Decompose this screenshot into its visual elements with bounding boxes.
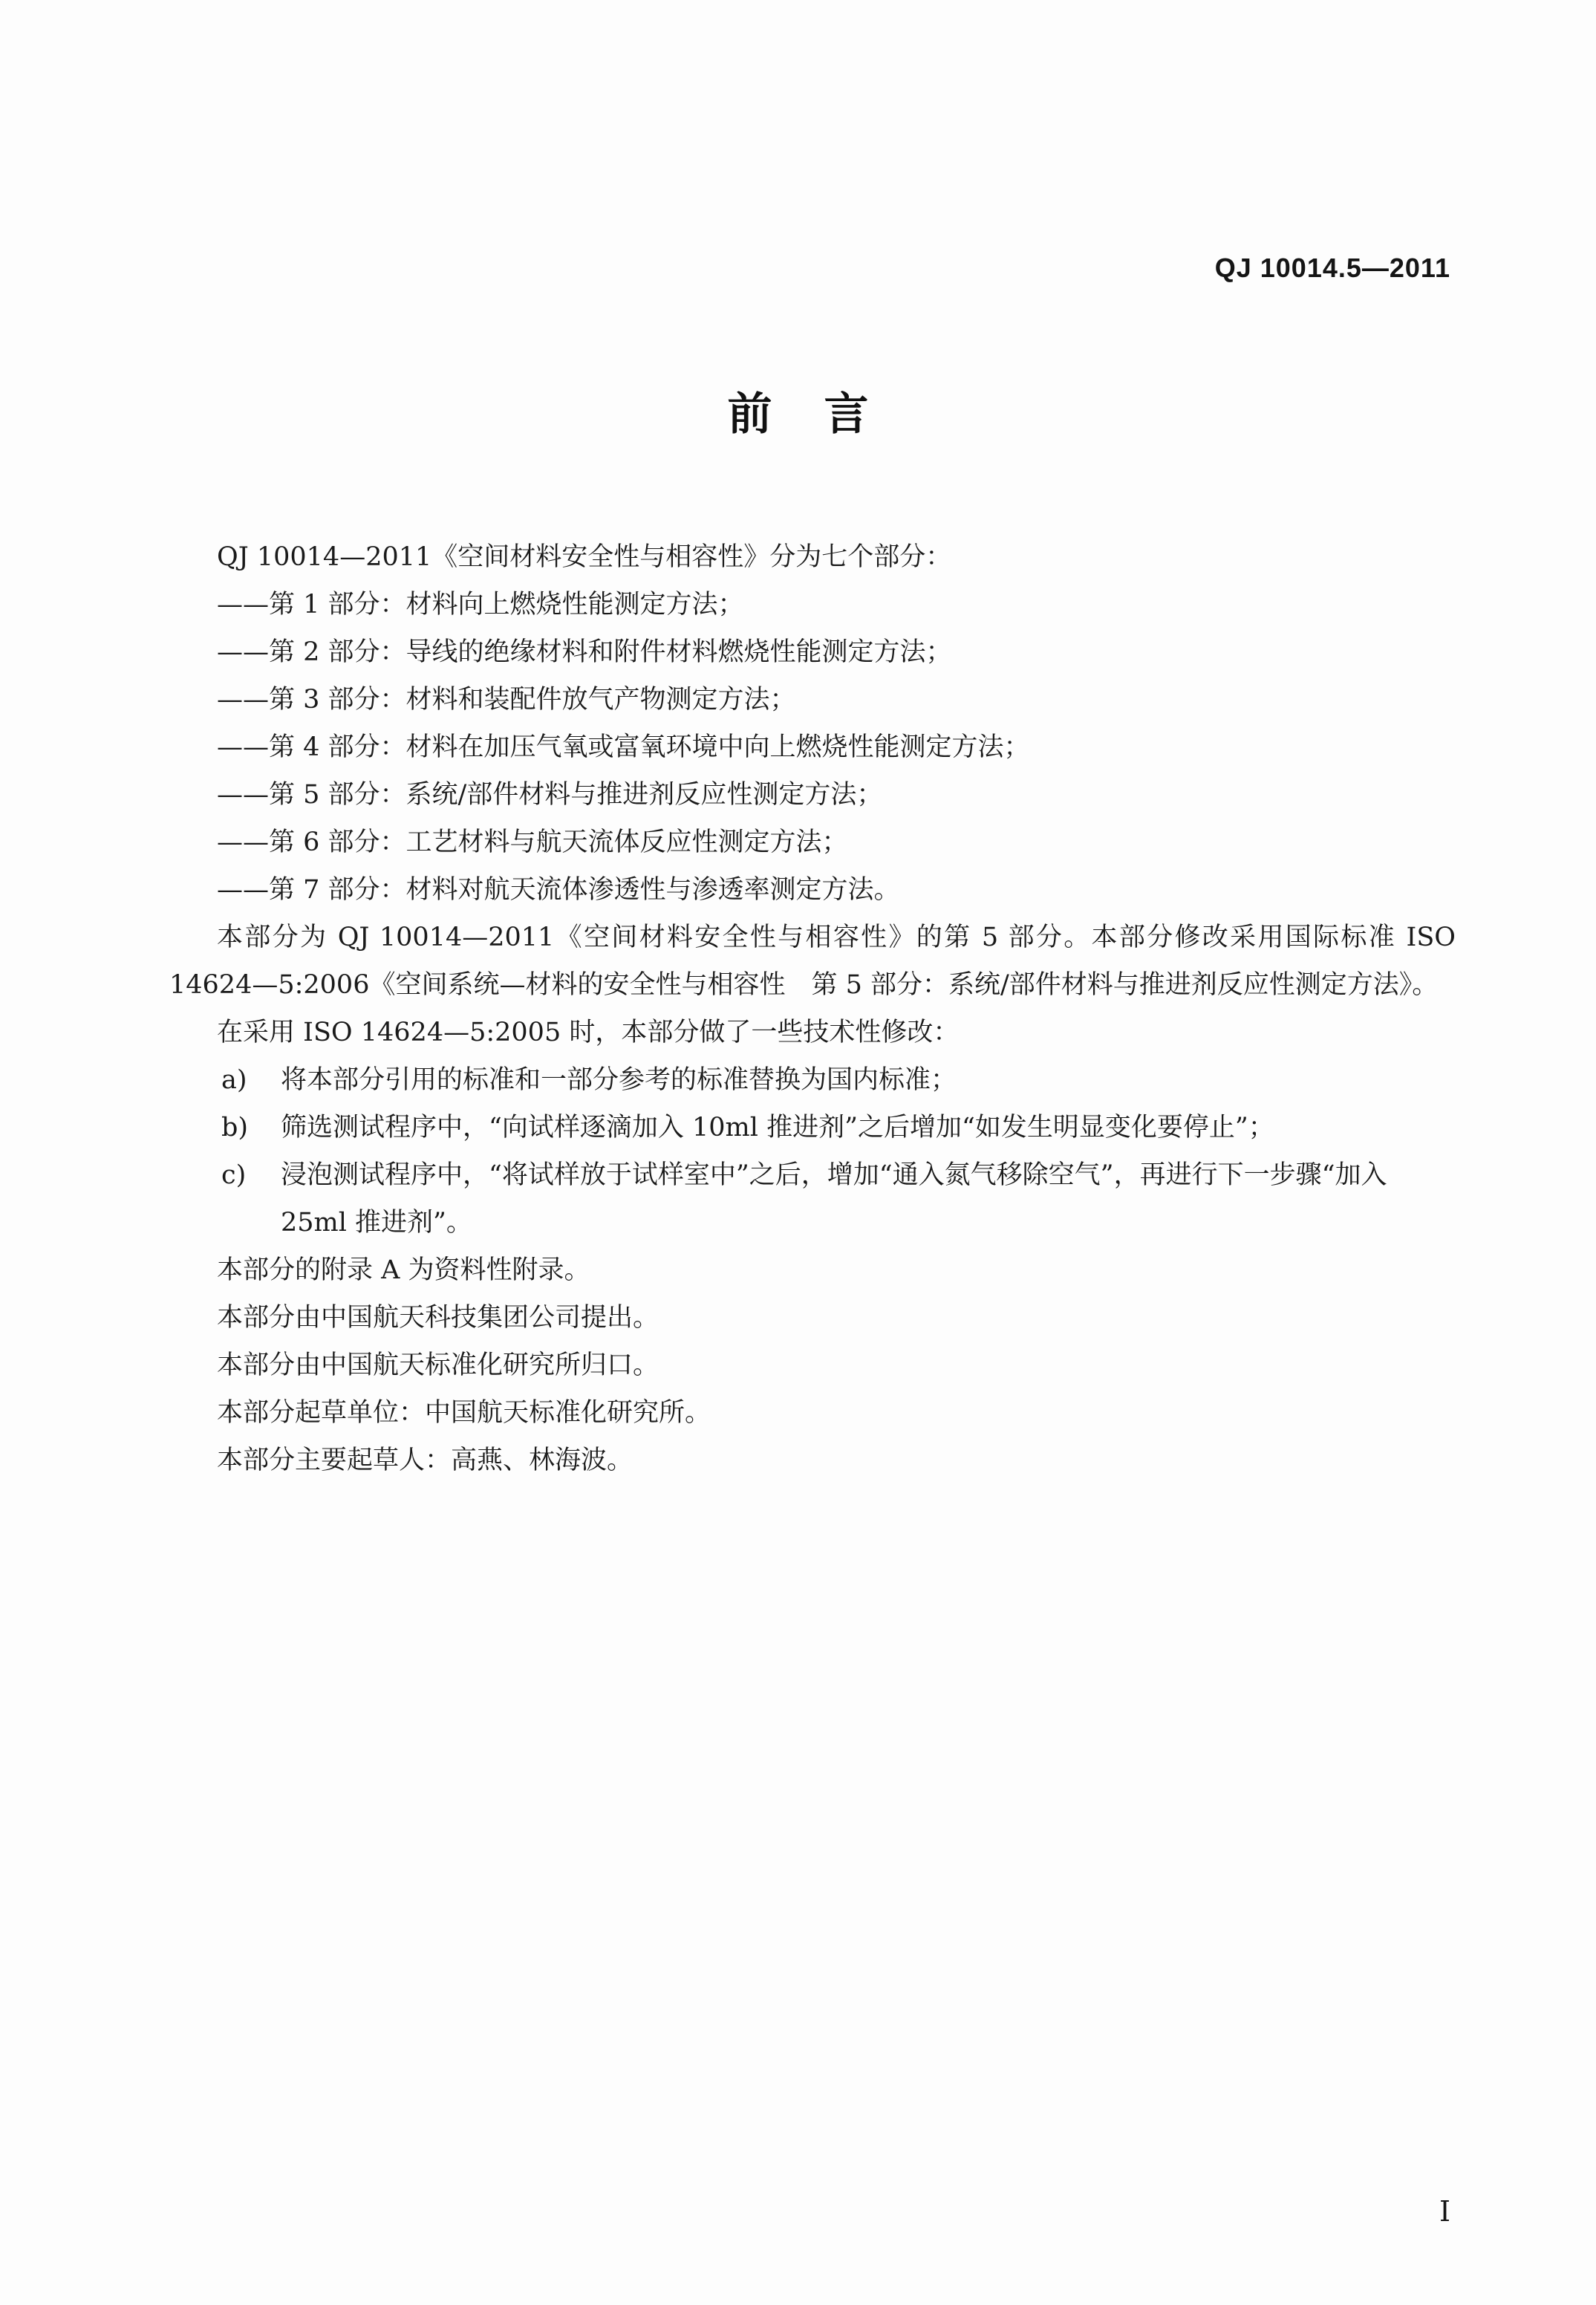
- closing-line: 本部分主要起草人：高燕、林海波。: [217, 1446, 633, 1475]
- page-number: I: [1439, 2195, 1450, 2228]
- closing-line: 本部分由中国航天标准化研究所归口。: [217, 1350, 659, 1380]
- list-item: ——第 2 部分：导线的绝缘材料和附件材料燃烧性能测定方法；: [217, 637, 952, 667]
- list-item: ——第 5 部分：系统/部件材料与推进剂反应性测定方法；: [217, 780, 883, 810]
- list-item: ——第 6 部分：工艺材料与航天流体反应性测定方法；: [217, 828, 848, 857]
- list-item: [169, 1151, 1456, 1246]
- list-item: ——第 3 部分：材料和装配件放气产物测定方法；: [217, 685, 796, 715]
- list-item: [169, 1104, 1456, 1151]
- list-item: ——第 4 部分：材料在加压气氧或富氧环境中向上燃烧性能测定方法；: [217, 732, 1030, 762]
- modifications-list: [169, 1056, 1456, 1246]
- closing-line: 本部分起草单位：中国航天标准化研究所。: [217, 1398, 711, 1428]
- modifications-intro: 在采用 ISO 14624—5:2005 时，本部分做了一些技术性修改：: [217, 1018, 960, 1047]
- list-marker: b): [221, 1113, 249, 1142]
- list-marker: c): [221, 1160, 247, 1190]
- parts-list: [169, 581, 1456, 914]
- closing-line: 本部分的附录 A 为资料性附录。: [217, 1255, 590, 1285]
- document-code: QJ 10014.5—2011: [1214, 253, 1450, 283]
- list-item-text: 浸泡测试程序中，“将试样放于试样室中”之后，增加“通入氮气移除空气”，再进行下一步骤“加入 25ml 推进剂”。: [281, 1160, 1387, 1238]
- foreword-body: [169, 533, 1456, 1484]
- list-marker: a): [221, 1065, 247, 1095]
- list-item: ——第 7 部分：材料对航天流体渗透性与渗透率测定方法。: [217, 875, 900, 905]
- list-item-text: 筛选测试程序中，“向试样逐滴加入 10ml 推进剂”之后增加“如发生明显变化要停止”；: [281, 1113, 1274, 1142]
- intro-line: QJ 10014—2011《空间材料安全性与相容性》分为七个部分：: [217, 542, 952, 572]
- list-item-text: 将本部分引用的标准和一部分参考的标准替换为国内标准；: [281, 1065, 957, 1095]
- list-item: [169, 1056, 1456, 1104]
- closing-line: 本部分由中国航天科技集团公司提出。: [217, 1303, 659, 1333]
- adoption-paragraph: 本部分为 QJ 10014—2011《空间材料安全性与相容性》的第 5 部分。本部分修改采用国际标准 ISO 14624—5:2006《空间系统—材料的安全性与相容性 第 5 部分：系统/部件材料与推进剂反应性测定方法》。: [169, 923, 1456, 1000]
- list-item: ——第 1 部分：材料向上燃烧性能测定方法；: [217, 590, 744, 620]
- page-title: 前言: [727, 388, 921, 440]
